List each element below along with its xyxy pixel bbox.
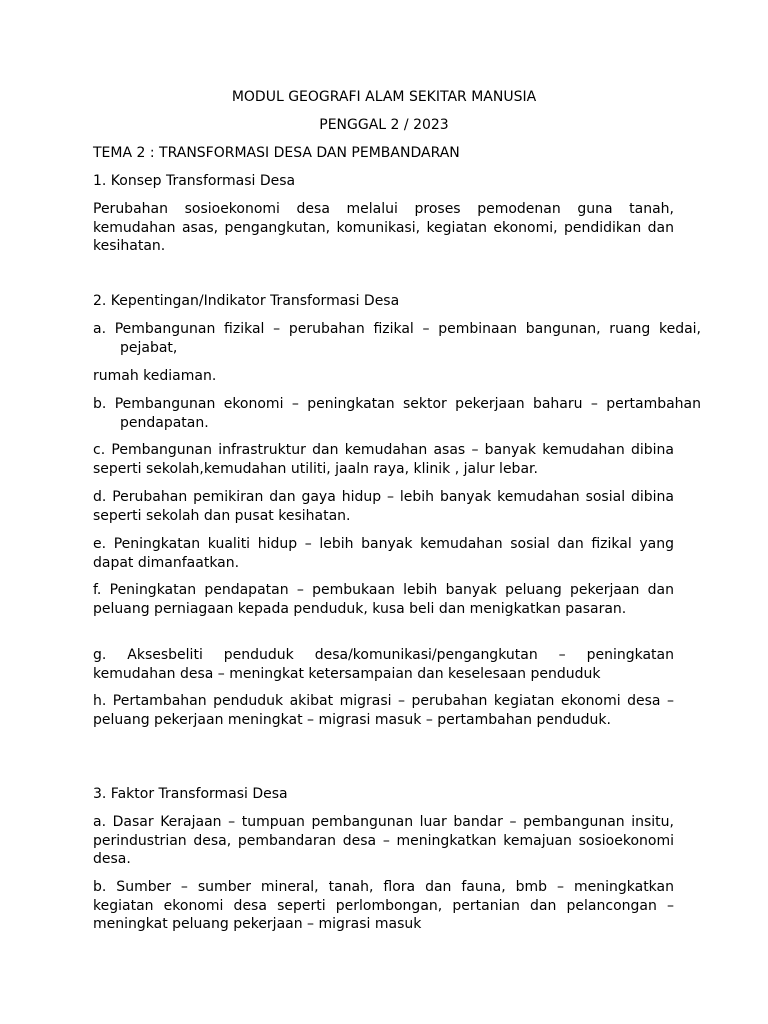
section-2-item-a: a. Pembangunan fizikal – perubahan fizikal – pembinaan bangunan, ruang kedai, pejabat, bbox=[93, 321, 701, 356]
section-2-item-b: b. Pembangunan ekonomi – peningkatan sektor pekerjaan baharu – pertambahan pendapatan. bbox=[93, 396, 701, 431]
section-2-item-e: e. Peningkatan kualiti hidup – lebih banyak kemudahan sosial dan fizikal yang dapat dimanfaatkan. bbox=[93, 536, 674, 571]
section-2-item-d: d. Perubahan pemikiran dan gaya hidup – lebih banyak kemudahan sosial dibina seperti sekolah dan pusat kesihatan. bbox=[93, 489, 674, 524]
section-3-item-a: a. Dasar Kerajaan – tumpuan pembangunan luar bandar – pembangunan insitu, perindustrian desa, pembandaran desa – meningkatkan kemajuan sosioekonomi desa. bbox=[93, 814, 674, 867]
section-2-item-a-continuation: rumah kediaman. bbox=[93, 368, 217, 384]
section-2-item-c: c. Pembangunan infrastruktur dan kemudahan asas – banyak kemudahan dibina seperti sekolah,kemudahan utiliti, jaaln raya, klinik , jalur lebar. bbox=[93, 442, 674, 477]
section-2-item-h: h. Pertambahan penduduk akibat migrasi – perubahan kegiatan ekonomi desa – peluang pekerjaan meningkat – migrasi masuk – pertambahan penduduk. bbox=[93, 693, 674, 728]
section-3-item-b: b. Sumber – sumber mineral, tanah, flora dan fauna, bmb – meningkatkan kegiatan ekonomi desa seperti perlombongan, pertanian dan pelancongan – meningkat peluang pekerjaan – migrasi masuk bbox=[93, 879, 674, 932]
section-3-heading: 3. Faktor Transformasi Desa bbox=[93, 786, 288, 802]
section-2-heading: 2. Kepentingan/Indikator Transformasi Desa bbox=[93, 293, 400, 309]
document-subtitle: PENGGAL 2 / 2023 bbox=[319, 117, 449, 133]
section-1-body: Perubahan sosioekonomi desa melalui proses pemodenan guna tanah, kemudahan asas, pengangkutan, komunikasi, kegiatan ekonomi, pendidikan dan kesihatan. bbox=[93, 201, 674, 254]
document-title: MODUL GEOGRAFI ALAM SEKITAR MANUSIA bbox=[231, 89, 537, 105]
section-1-heading: 1. Konsep Transformasi Desa bbox=[93, 173, 296, 189]
section-2-item-f: f. Peningkatan pendapatan – pembukaan lebih banyak peluang pekerjaan dan peluang perniagaan kepada penduduk, kusa beli dan menigkatkan pasaran. bbox=[93, 582, 674, 617]
theme-heading: TEMA 2 : TRANSFORMASI DESA DAN PEMBANDARAN bbox=[93, 145, 460, 161]
section-2-item-g: g. Aksesbeliti penduduk desa/komunikasi/pengangkutan – peningkatan kemudahan desa – meningkat ketersampaian dan keselesaan penduduk bbox=[93, 647, 674, 682]
